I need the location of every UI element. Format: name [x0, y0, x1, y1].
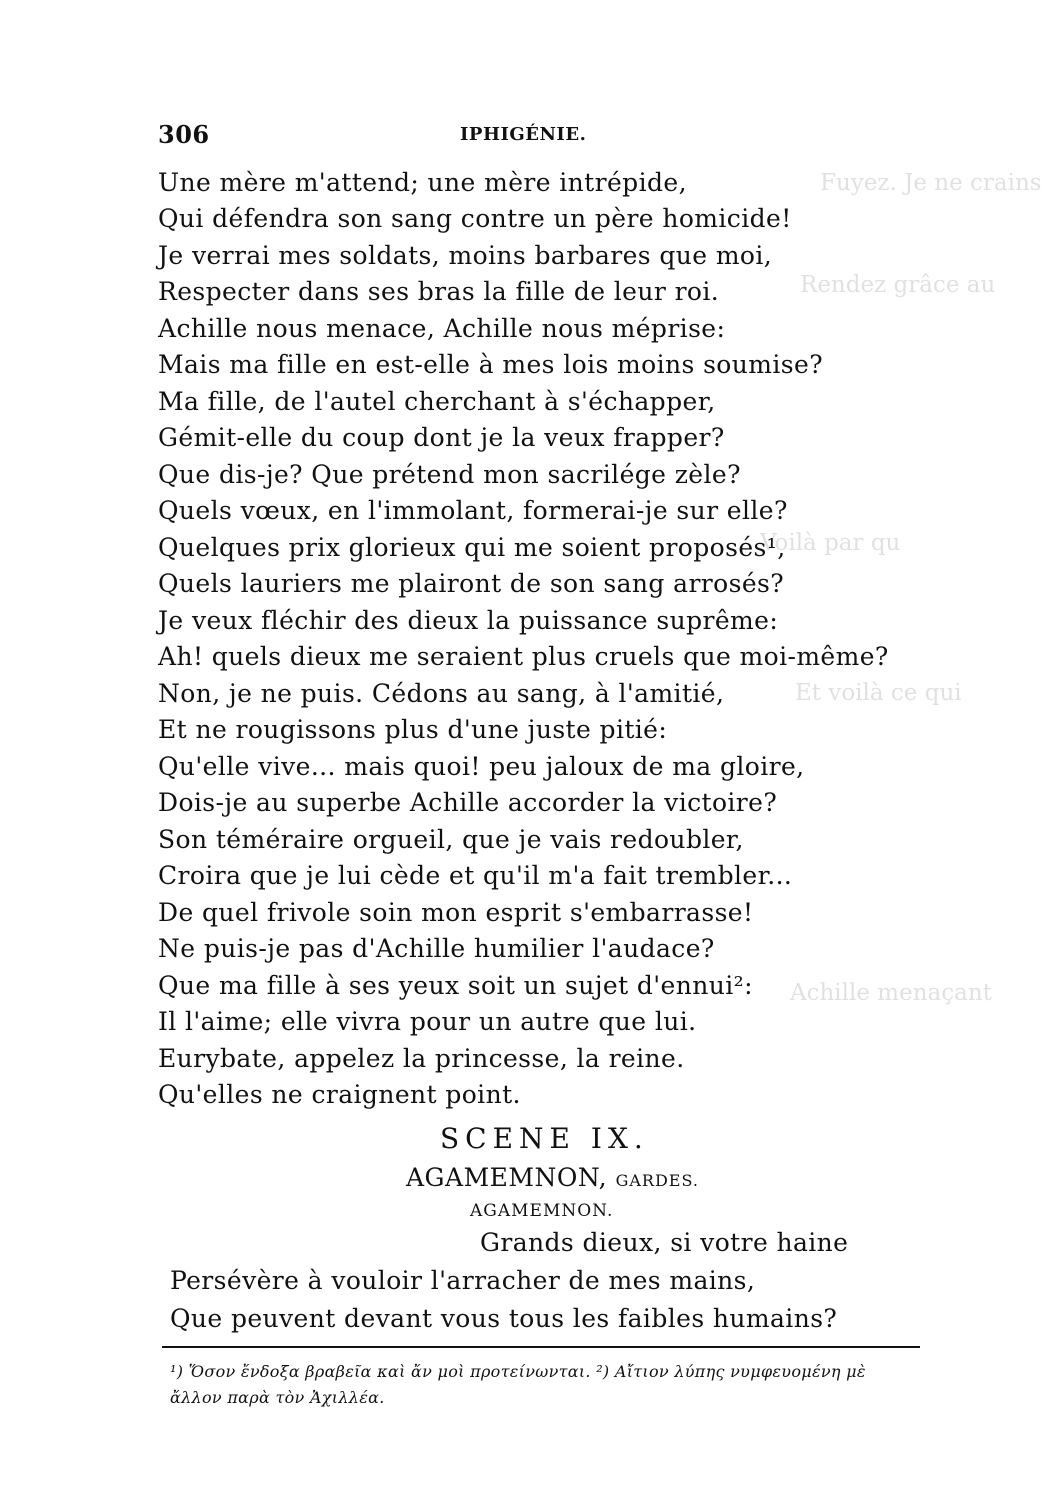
- verse-line: Quels lauriers me plairont de son sang arrosés?: [158, 569, 785, 598]
- verse-line: Que peuvent devant vous tous les faibles humains?: [170, 1304, 838, 1333]
- footnote-line: ἄλλον παρὰ τὸν Ἀχιλλέα.: [170, 1388, 385, 1407]
- verse-line: Persévère à vouloir l'arracher de mes mains,: [170, 1266, 756, 1295]
- bleed-through-text: Voilà par qu: [760, 530, 901, 556]
- verse-line: Qu'elle vive... mais quoi! peu jaloux de ma gloire,: [158, 752, 805, 781]
- verse-line: Dois-je au superbe Achille accorder la victoire?: [158, 788, 778, 817]
- scene-heading: SCENE IX.: [440, 1122, 649, 1155]
- verse-line: Quelques prix glorieux qui me soient proposés¹,: [158, 533, 786, 562]
- verse-line: Gémit-elle du coup dont je la veux frapper?: [158, 423, 725, 452]
- character-extras: GARDES.: [615, 1171, 699, 1190]
- verse-line: Ne puis-je pas d'Achille humilier l'audace?: [158, 934, 715, 963]
- verse-line: Qu'elles ne craignent point.: [158, 1080, 521, 1109]
- footnote-divider: [162, 1346, 920, 1348]
- verse-line: Mais ma fille en est-elle à mes lois moins soumise?: [158, 350, 823, 379]
- scene-characters: [406, 1163, 699, 1192]
- verse-line: Ma fille, de l'autel cherchant à s'échapper,: [158, 387, 716, 416]
- verse-line: Grands dieux, si votre haine: [480, 1228, 849, 1257]
- bleed-through-text: Rendez grâce au: [800, 272, 996, 298]
- verse-line: De quel frivole soin mon esprit s'embarrasse!: [158, 898, 754, 927]
- running-title: IPHIGÉNIE.: [460, 124, 587, 145]
- verse-line: Que ma fille à ses yeux soit un sujet d'ennui²:: [158, 971, 753, 1000]
- page-header: [158, 120, 698, 150]
- verse-line: Ah! quels dieux me seraient plus cruels que moi-même?: [158, 642, 889, 671]
- verse-line: Il l'aime; elle vivra pour un autre que lui.: [158, 1007, 697, 1036]
- footnote-line: ¹) Ὅσον ἔνδοξα βραβεῖα καὶ ἄν μοὶ προτείνωνται. ²) Αἴτιον λύπης νυμφευομένη μὲ: [170, 1362, 866, 1381]
- bleed-through-text: Achille menaçant: [790, 980, 992, 1006]
- verse-line: Et ne rougissons plus d'une juste pitié:: [158, 715, 668, 744]
- page-number: 306: [158, 120, 210, 149]
- verse-line: Eurybate, appelez la princesse, la reine.: [158, 1044, 685, 1073]
- verse-line: Croira que je lui cède et qu'il m'a fait trembler...: [158, 861, 793, 890]
- character-name: AGAMEMNON,: [406, 1163, 608, 1192]
- verse-line: Achille nous menace, Achille nous méprise:: [158, 314, 726, 343]
- verse-line: Je veux fléchir des dieux la puissance suprême:: [158, 606, 779, 635]
- verse-line: Son téméraire orgueil, que je vais redoubler,: [158, 825, 744, 854]
- bleed-through-text: Fuyez. Je ne crains: [820, 170, 1042, 196]
- verse-line: Quels vœux, en l'immolant, formerai-je sur elle?: [158, 496, 788, 525]
- verse-line: Une mère m'attend; une mère intrépide,: [158, 168, 687, 197]
- verse-line: Qui défendra son sang contre un père homicide!: [158, 204, 792, 233]
- bleed-through-text: Et voilà ce qui: [795, 680, 962, 706]
- verse-line: Je verrai mes soldats, moins barbares que moi,: [158, 241, 773, 270]
- verse-line: Non, je ne puis. Cédons au sang, à l'amitié,: [158, 679, 725, 708]
- verse-line: Que dis-je? Que prétend mon sacrilége zèle?: [158, 460, 741, 489]
- verse-line: Respecter dans ses bras la fille de leur roi.: [158, 277, 720, 306]
- speaker-name: AGAMEMNON.: [470, 1201, 614, 1221]
